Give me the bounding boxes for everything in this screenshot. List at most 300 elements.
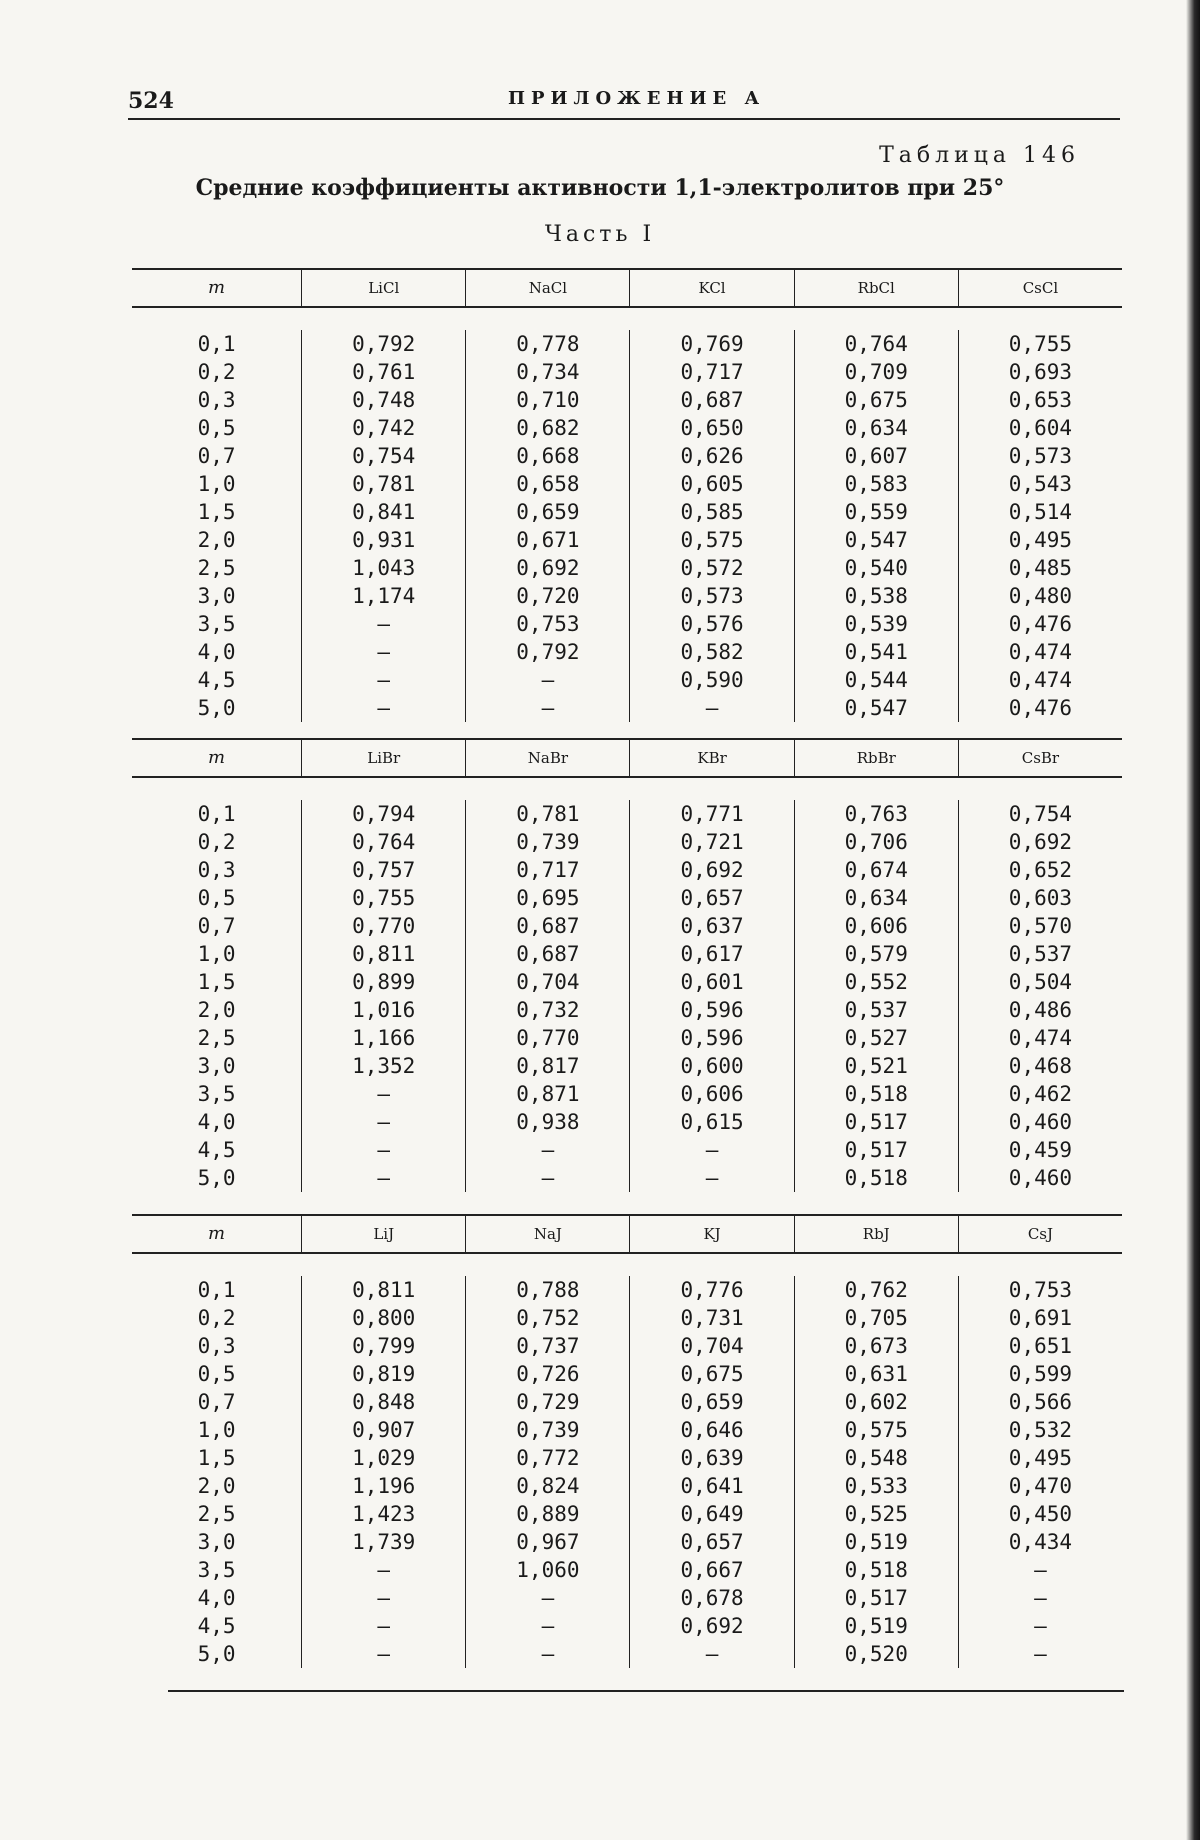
part-title: Часть I	[544, 222, 656, 247]
activity-cell: 0,459	[1008, 1138, 1073, 1162]
activity-cell: 0,705	[844, 1306, 908, 1330]
activity-cell: 0,770	[352, 914, 416, 938]
activity-cell: 0,573	[1008, 444, 1073, 468]
molality-cell: 4,0	[197, 640, 236, 664]
activity-cell: —	[377, 1614, 391, 1638]
column-header-electrolyte: NaCl	[465, 270, 629, 306]
activity-cell: 0,772	[516, 1446, 580, 1470]
activity-cell: 0,532	[1008, 1418, 1073, 1442]
activity-cell: 0,755	[1008, 332, 1073, 356]
activity-cell: 0,548	[844, 1446, 908, 1470]
activity-cell: 0,692	[1008, 830, 1073, 854]
molality-cell: 5,0	[197, 696, 236, 720]
activity-cell: 0,889	[516, 1502, 580, 1526]
activity-cell: 0,495	[1008, 1446, 1073, 1470]
activity-cell: 0,544	[844, 668, 908, 692]
molality-cell: 3,5	[197, 1082, 236, 1106]
molality-cell: 0,1	[197, 332, 236, 356]
activity-cell: 0,742	[352, 416, 416, 440]
activity-cell: 0,717	[516, 858, 580, 882]
activity-cell: 0,634	[844, 416, 908, 440]
molality-cell: 2,5	[197, 556, 236, 580]
activity-column	[958, 1276, 1122, 1668]
activity-cell: 1,423	[352, 1502, 416, 1526]
column-header-m: m	[208, 747, 226, 768]
molality-cell: 4,5	[197, 1138, 236, 1162]
activity-cell: 0,778	[516, 332, 580, 356]
activity-cell: 0,729	[516, 1390, 580, 1414]
activity-cell: —	[541, 1586, 555, 1610]
column-header-electrolyte: NaBr	[465, 740, 629, 776]
activity-cell: 0,607	[844, 444, 908, 468]
molality-cell: 0,2	[197, 830, 236, 854]
activity-cell: 1,174	[352, 584, 416, 608]
activity-cell: 0,521	[844, 1054, 908, 1078]
activity-cell: 0,667	[680, 1558, 744, 1582]
activity-cell: 1,352	[352, 1054, 416, 1078]
column-header-row	[132, 268, 1122, 308]
column-header-m: m	[208, 277, 226, 298]
activity-cell: 0,668	[516, 444, 580, 468]
activity-cell: 0,626	[680, 444, 744, 468]
activity-cell: 0,639	[680, 1446, 744, 1470]
activity-cell: 0,539	[844, 612, 908, 636]
activity-cell: 0,819	[352, 1362, 416, 1386]
activity-cell: 0,770	[516, 1026, 580, 1050]
activity-cell: 0,763	[844, 802, 908, 826]
activity-cell: 0,520	[844, 1642, 908, 1666]
activity-cell: 0,573	[680, 584, 744, 608]
activity-column	[794, 330, 958, 722]
molality-column	[132, 1276, 301, 1668]
activity-cell: 0,658	[516, 472, 580, 496]
activity-cell: —	[377, 640, 391, 664]
activity-cell: 0,871	[516, 1082, 580, 1106]
activity-cell: —	[377, 1166, 391, 1190]
molality-cell: 2,5	[197, 1026, 236, 1050]
activity-cell: 0,460	[1008, 1166, 1073, 1190]
table-title: Средние коэффициенты активности 1,1-электролитов при 25°	[195, 175, 1005, 201]
molality-cell: 0,5	[197, 416, 236, 440]
activity-cell: 0,706	[844, 830, 908, 854]
column-header-electrolyte: RbBr	[794, 740, 958, 776]
activity-cell: —	[377, 1082, 391, 1106]
activity-cell: —	[705, 1138, 719, 1162]
activity-column	[958, 800, 1122, 1192]
molality-cell: 1,5	[197, 1446, 236, 1470]
molality-cell: 5,0	[197, 1642, 236, 1666]
activity-cell: 0,480	[1008, 584, 1073, 608]
table-section-iodides	[132, 1214, 1122, 1668]
activity-cell: 0,907	[352, 1418, 416, 1442]
activity-cell: —	[377, 612, 391, 636]
activity-cell: 0,603	[1008, 886, 1073, 910]
activity-cell: 0,800	[352, 1306, 416, 1330]
activity-cell: 0,682	[516, 416, 580, 440]
activity-cell: —	[705, 696, 719, 720]
activity-cell: —	[705, 1166, 719, 1190]
activity-cell: 0,646	[680, 1418, 744, 1442]
activity-cell: —	[1034, 1614, 1047, 1638]
column-header-electrolyte: KBr	[629, 740, 793, 776]
activity-cell: 0,517	[844, 1586, 908, 1610]
molality-cell: 5,0	[197, 1166, 236, 1190]
activity-cell: 0,692	[680, 858, 744, 882]
molality-cell: 4,0	[197, 1110, 236, 1134]
column-header-electrolyte: LiCl	[301, 270, 465, 306]
activity-cell: 0,710	[516, 388, 580, 412]
molality-cell: 2,5	[197, 1502, 236, 1526]
activity-cell: 0,518	[844, 1082, 908, 1106]
molality-cell: 0,5	[197, 1362, 236, 1386]
column-header-row	[132, 738, 1122, 778]
activity-column	[465, 1276, 629, 1668]
activity-cell: 0,474	[1008, 668, 1073, 692]
activity-cell: 0,476	[1008, 696, 1073, 720]
activity-cell: 0,704	[516, 970, 580, 994]
activity-column	[629, 800, 793, 1192]
activity-cell: —	[541, 1642, 555, 1666]
activity-cell: 0,583	[844, 472, 908, 496]
activity-cell: 0,752	[516, 1306, 580, 1330]
activity-cell: 0,585	[680, 500, 744, 524]
activity-cell: 0,739	[516, 1418, 580, 1442]
activity-cell: 0,755	[352, 886, 416, 910]
molality-cell: 1,0	[197, 942, 236, 966]
column-header-electrolyte: CsBr	[958, 740, 1122, 776]
column-header-electrolyte: NaJ	[465, 1216, 629, 1252]
molality-column	[132, 800, 301, 1192]
activity-cell: 0,695	[516, 886, 580, 910]
molality-cell: 3,0	[197, 1054, 236, 1078]
activity-cell: 0,753	[1008, 1278, 1073, 1302]
activity-cell: 0,605	[680, 472, 744, 496]
activity-cell: 0,824	[516, 1474, 580, 1498]
activity-cell: 0,762	[844, 1278, 908, 1302]
activity-cell: 0,434	[1008, 1530, 1073, 1554]
activity-column	[629, 330, 793, 722]
molality-cell: 0,3	[197, 388, 236, 412]
activity-cell: 0,537	[1008, 942, 1073, 966]
activity-cell: 0,476	[1008, 612, 1073, 636]
molality-cell: 2,0	[197, 998, 236, 1022]
activity-cell: 0,540	[844, 556, 908, 580]
activity-cell: 0,615	[680, 1110, 744, 1134]
activity-cell: 0,692	[516, 556, 580, 580]
activity-cell: 0,519	[844, 1530, 908, 1554]
activity-cell: 0,764	[844, 332, 908, 356]
activity-cell: 0,474	[1008, 640, 1073, 664]
molality-cell: 1,5	[197, 970, 236, 994]
activity-cell: 0,674	[844, 858, 908, 882]
activity-cell: 1,016	[352, 998, 416, 1022]
molality-cell: 0,2	[197, 1306, 236, 1330]
activity-cell: 0,537	[844, 998, 908, 1022]
activity-cell: 0,576	[680, 612, 744, 636]
activity-cell: 0,450	[1008, 1502, 1073, 1526]
activity-cell: 0,606	[844, 914, 908, 938]
molality-cell: 0,2	[197, 360, 236, 384]
activity-cell: 0,559	[844, 500, 908, 524]
activity-cell: 0,547	[844, 528, 908, 552]
table-bottom-rule	[168, 1690, 1124, 1692]
activity-cell: 0,792	[352, 332, 416, 356]
activity-cell: 0,538	[844, 584, 908, 608]
activity-cell: 0,631	[844, 1362, 908, 1386]
activity-cell: —	[377, 1586, 391, 1610]
activity-cell: —	[377, 668, 391, 692]
activity-cell: 0,788	[516, 1278, 580, 1302]
activity-cell: 0,811	[352, 942, 416, 966]
activity-cell: 0,817	[516, 1054, 580, 1078]
molality-column	[132, 330, 301, 722]
activity-cell: 0,485	[1008, 556, 1073, 580]
activity-cell: 0,781	[516, 802, 580, 826]
activity-cell: 0,754	[1008, 802, 1073, 826]
activity-cell: 0,678	[680, 1586, 744, 1610]
activity-cell: 0,653	[1008, 388, 1073, 412]
column-header-m: m	[208, 1223, 226, 1244]
molality-cell: 3,5	[197, 612, 236, 636]
activity-cell: 0,659	[680, 1390, 744, 1414]
activity-cell: 0,776	[680, 1278, 744, 1302]
activity-cell: 0,675	[844, 388, 908, 412]
activity-cell: 0,527	[844, 1026, 908, 1050]
activity-cell: 1,196	[352, 1474, 416, 1498]
activity-cell: 1,739	[352, 1530, 416, 1554]
activity-cell: —	[377, 1110, 391, 1134]
table-section-bromides	[132, 738, 1122, 1192]
activity-cell: 0,519	[844, 1614, 908, 1638]
activity-cell: 0,652	[1008, 858, 1073, 882]
column-header-electrolyte: CsCl	[958, 270, 1122, 306]
activity-cell: —	[1034, 1642, 1047, 1666]
molality-cell: 0,7	[197, 444, 236, 468]
activity-cell: 0,517	[844, 1110, 908, 1134]
column-header-electrolyte: KJ	[629, 1216, 793, 1252]
column-header-electrolyte: LiJ	[301, 1216, 465, 1252]
activity-cell: 0,601	[680, 970, 744, 994]
activity-cell: 0,673	[844, 1334, 908, 1358]
activity-cell: 0,525	[844, 1502, 908, 1526]
activity-cell: 0,566	[1008, 1390, 1073, 1414]
activity-cell: —	[377, 696, 391, 720]
activity-cell: 0,617	[680, 942, 744, 966]
molality-cell: 4,5	[197, 1614, 236, 1638]
activity-cell: 0,570	[1008, 914, 1073, 938]
activity-cell: 0,753	[516, 612, 580, 636]
molality-cell: 0,1	[197, 802, 236, 826]
activity-cell: 0,675	[680, 1362, 744, 1386]
data-block	[132, 778, 1122, 1192]
activity-cell: —	[541, 668, 555, 692]
activity-cell: 1,043	[352, 556, 416, 580]
activity-cell: 0,709	[844, 360, 908, 384]
molality-cell: 0,1	[197, 1278, 236, 1302]
activity-column	[301, 1276, 465, 1668]
activity-cell: 0,575	[680, 528, 744, 552]
activity-cell: 0,575	[844, 1418, 908, 1442]
activity-cell: —	[1034, 1558, 1047, 1582]
activity-cell: 0,547	[844, 696, 908, 720]
molality-cell: 0,7	[197, 914, 236, 938]
activity-cell: 0,721	[680, 830, 744, 854]
activity-cell: 0,604	[1008, 416, 1073, 440]
activity-cell: —	[1034, 1586, 1047, 1610]
activity-column	[629, 1276, 793, 1668]
activity-cell: 0,726	[516, 1362, 580, 1386]
molality-cell: 0,3	[197, 1334, 236, 1358]
activity-cell: 0,518	[844, 1558, 908, 1582]
activity-cell: 0,657	[680, 886, 744, 910]
activity-cell: 0,600	[680, 1054, 744, 1078]
activity-cell: 0,841	[352, 500, 416, 524]
activity-cell: 0,704	[680, 1334, 744, 1358]
activity-column	[301, 800, 465, 1192]
activity-cell: 0,687	[680, 388, 744, 412]
activity-cell: 0,517	[844, 1138, 908, 1162]
activity-cell: 0,794	[352, 802, 416, 826]
activity-cell: 0,764	[352, 830, 416, 854]
activity-cell: 0,541	[844, 640, 908, 664]
activity-cell: 0,474	[1008, 1026, 1073, 1050]
activity-cell: 0,769	[680, 332, 744, 356]
molality-cell: 3,0	[197, 584, 236, 608]
page-header	[128, 84, 1120, 120]
molality-cell: 1,0	[197, 1418, 236, 1442]
activity-cell: 0,602	[844, 1390, 908, 1414]
column-header-electrolyte: RbCl	[794, 270, 958, 306]
data-block	[132, 1254, 1122, 1668]
activity-cell: 0,811	[352, 1278, 416, 1302]
molality-cell: 3,0	[197, 1530, 236, 1554]
table-section-chlorides	[132, 268, 1122, 722]
activity-cell: 0,514	[1008, 500, 1073, 524]
activity-cell: 0,579	[844, 942, 908, 966]
activity-cell: 0,606	[680, 1082, 744, 1106]
activity-cell: 0,931	[352, 528, 416, 552]
activity-cell: 0,641	[680, 1474, 744, 1498]
activity-cell: 0,596	[680, 998, 744, 1022]
table-label: Таблица 146	[879, 143, 1080, 168]
activity-cell: 0,748	[352, 388, 416, 412]
activity-cell: —	[541, 1166, 555, 1190]
activity-cell: 0,691	[1008, 1306, 1073, 1330]
activity-cell: 0,967	[516, 1530, 580, 1554]
molality-cell: 0,3	[197, 858, 236, 882]
molality-cell: 1,5	[197, 500, 236, 524]
activity-cell: 0,582	[680, 640, 744, 664]
activity-cell: 1,166	[352, 1026, 416, 1050]
activity-cell: 0,799	[352, 1334, 416, 1358]
activity-cell: 0,899	[352, 970, 416, 994]
activity-cell: 0,649	[680, 1502, 744, 1526]
activity-cell: 0,737	[516, 1334, 580, 1358]
activity-cell: —	[541, 1138, 555, 1162]
activity-cell: 0,792	[516, 640, 580, 664]
activity-cell: 0,657	[680, 1530, 744, 1554]
activity-cell: 0,739	[516, 830, 580, 854]
activity-column	[301, 330, 465, 722]
activity-cell: 0,720	[516, 584, 580, 608]
activity-cell: 0,599	[1008, 1362, 1073, 1386]
activity-cell: 0,650	[680, 416, 744, 440]
data-block	[132, 308, 1122, 722]
activity-column	[465, 330, 629, 722]
activity-cell: 0,757	[352, 858, 416, 882]
activity-column	[958, 330, 1122, 722]
activity-cell: 0,651	[1008, 1334, 1073, 1358]
running-title: ПРИЛОЖЕНИЕ А	[508, 88, 766, 109]
activity-cell: 0,671	[516, 528, 580, 552]
molality-cell: 4,0	[197, 1586, 236, 1610]
column-header-row	[132, 1214, 1122, 1254]
activity-cell: 0,590	[680, 668, 744, 692]
column-header-electrolyte: CsJ	[958, 1216, 1122, 1252]
activity-cell: 0,518	[844, 1166, 908, 1190]
activity-cell: 0,692	[680, 1614, 744, 1638]
activity-cell: 0,637	[680, 914, 744, 938]
molality-cell: 0,5	[197, 886, 236, 910]
activity-cell: 0,848	[352, 1390, 416, 1414]
activity-cell: 0,460	[1008, 1110, 1073, 1134]
activity-cell: 0,731	[680, 1306, 744, 1330]
activity-cell: —	[377, 1558, 391, 1582]
activity-column	[794, 800, 958, 1192]
activity-cell: —	[541, 696, 555, 720]
molality-cell: 2,0	[197, 528, 236, 552]
activity-cell: 0,734	[516, 360, 580, 384]
activity-cell: 0,771	[680, 802, 744, 826]
molality-cell: 2,0	[197, 1474, 236, 1498]
column-header-electrolyte: LiBr	[301, 740, 465, 776]
activity-cell: 0,659	[516, 500, 580, 524]
activity-cell: —	[541, 1614, 555, 1638]
activity-cell: 0,495	[1008, 528, 1073, 552]
activity-cell: 0,486	[1008, 998, 1073, 1022]
activity-cell: 0,693	[1008, 360, 1073, 384]
activity-cell: 0,732	[516, 998, 580, 1022]
activity-cell: 0,504	[1008, 970, 1073, 994]
activity-cell: 0,754	[352, 444, 416, 468]
activity-cell: 1,060	[516, 1558, 580, 1582]
activity-cell: —	[705, 1642, 719, 1666]
activity-column	[794, 1276, 958, 1668]
page-number: 524	[128, 88, 174, 114]
molality-cell: 0,7	[197, 1390, 236, 1414]
column-header-electrolyte: RbJ	[794, 1216, 958, 1252]
activity-cell: 0,687	[516, 942, 580, 966]
column-header-electrolyte: KCl	[629, 270, 793, 306]
activity-cell: 0,761	[352, 360, 416, 384]
activity-cell: 0,717	[680, 360, 744, 384]
activity-column	[465, 800, 629, 1192]
activity-cell: 0,552	[844, 970, 908, 994]
activity-cell: 1,029	[352, 1446, 416, 1470]
molality-cell: 1,0	[197, 472, 236, 496]
activity-cell: 0,596	[680, 1026, 744, 1050]
activity-cell: 0,781	[352, 472, 416, 496]
activity-cell: 0,572	[680, 556, 744, 580]
molality-cell: 4,5	[197, 668, 236, 692]
scan-edge-shadow	[1186, 0, 1200, 1840]
activity-cell: 0,533	[844, 1474, 908, 1498]
activity-cell: 0,468	[1008, 1054, 1073, 1078]
molality-cell: 3,5	[197, 1558, 236, 1582]
activity-cell: 0,462	[1008, 1082, 1073, 1106]
activity-cell: —	[377, 1642, 391, 1666]
activity-cell: 0,938	[516, 1110, 580, 1134]
